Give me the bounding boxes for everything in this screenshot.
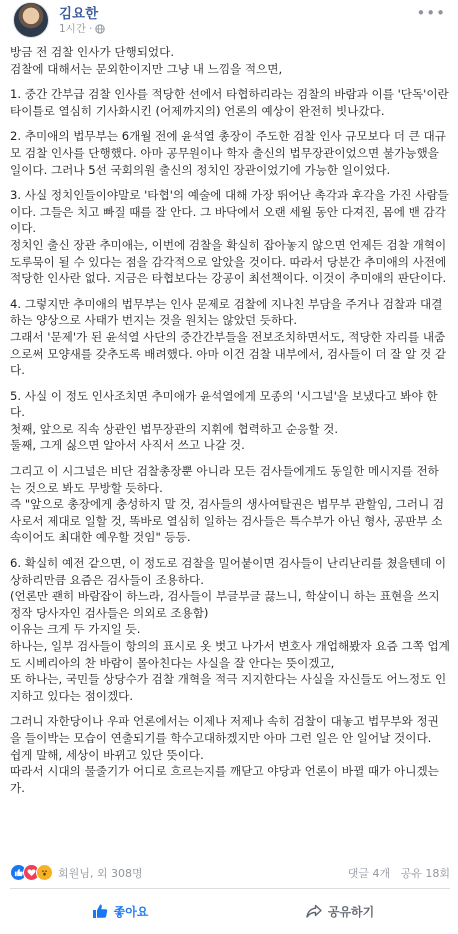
post-actions	[10, 894, 450, 928]
share-icon	[306, 903, 322, 919]
like-button[interactable]	[10, 894, 230, 928]
share-button-label: 공유하기	[327, 904, 375, 919]
post-content	[10, 44, 450, 805]
paragraph-signal: 그리고 이 시그널은 비단 검찰총장뿐 아니라 모든 검사들에게도 동일한 메시지를 전하는 것으로 봐도 무방할 듯하다. 즉 "앞으로 총장에게 충성하지 말 것, 검사들의 생사여탈권은 법무부 관할임, 그러니 검사로서 제대로 일할 것, 똑바로 열심히 일하는 검사들은 특수부가 아닌 형사, 공판부 소속이어도 최대한 예우할 것임" 등등.	[10, 464, 445, 545]
comments-shares-count	[348, 865, 450, 881]
post-header	[0, 0, 458, 40]
comments-count[interactable]: 댓글 4개	[347, 867, 391, 880]
shares-count[interactable]: 공유 18회	[400, 867, 450, 880]
paragraph-6: 6. 확실히 예전 같으면, 이 정도로 검찰을 밀어붙이면 검사들이 난리난리를 쳤을텐데 이상하리만큼 요즘은 검사들이 조용하다. (언론만 괜히 바람잡이 하느라, 검사들이 부글부글 끓느니, 학살이니 하는 표현을 쓰지 정작 당사자인 검사들은 의외로 조용함) 이유는 크게 두 가지일 듯. 하나는, 일부 검사들이 항의의 표시로 옷 벗고 나가서 변호사 개업해봤자 요즘 그쪽 업계도 시베리아의 찬 바람이 몰아친다는 사실을 잘 안다는 뜻이겠고, 또 하나는, 국민들 상당수가 검찰 개혁을 적극 지지한다는 사실을 자신들도 어느정도 인지하고 있다는 점이겠다.	[10, 556, 450, 703]
share-button[interactable]	[230, 894, 450, 928]
paragraph-4: 4. 그렇지만 추미애의 법무부는 인사 문제로 검찰에 지나친 부담을 주거나 검찰과 대결하는 양상으로 사태가 번지는 것을 원치는 않았던 듯하다. 그래서 '문제'가 된 윤석열 사단의 중간간부들을 전보조치하면서도, 적당한 자리를 내줌으로써 모양새를 갖추도록 배려했다. 아마 이건 검찰 내부에서, 검사들이 더 잘 알 것 같다.	[10, 296, 447, 378]
divider	[10, 888, 450, 889]
paragraph-5: 5. 사실 이 정도 인사조치면 추미애가 윤석열에게 모종의 '시그널'을 보냈다고 봐야 한다. 첫째, 앞으로 직속 상관인 법무장관의 지휘에 협력하고 순응할 것. 둘째, 그게 싫으면 알아서 사직서 쓰고 나갈 것.	[10, 388, 438, 453]
paragraph-intro: 방금 전 검찰 인사가 단행되었다. 검찰에 대해서는 문외한이지만 그냥 내 느낌을 적으면,	[10, 45, 283, 76]
avatar[interactable]	[13, 2, 49, 38]
paragraph-2: 2. 추미애의 법무부는 6개월 전에 윤석열 총장이 주도한 검찰 인사 규모보다 더 큰 대규모 검찰 인사를 단행했다. 아마 공무원이나 학자 출신의 법무장관이었으면 불가능했을 일이다. 그러나 5선 국회의원 출신의 정치인 장관이었기에 가능한 일이었다.	[10, 129, 446, 177]
post-stats	[10, 862, 450, 882]
reactions-label[interactable]: 회원님, 외 308명	[58, 867, 143, 880]
more-options-icon[interactable]: •••	[416, 4, 446, 22]
paragraph-conclusion: 그러니 자한당이나 우파 언론에서는 이제나 저제나 속히 검찰이 대놓고 법무부와 정권을 들이박는 모습이 연출되기를 학수고대하겠지만 아마 그런 일은 안 일어날 것이다. 쉽게 말해, 세상이 바뀌고 있단 뜻이다. 따라서 시대의 물줄기가 어디로 흐르는지를 깨닫고 야당과 언론이 바뀔 때가 아니겠는가.	[10, 714, 439, 795]
thumbs-up-icon	[92, 903, 108, 919]
paragraph-3: 3. 사실 정치인들이야말로 '타협'의 예술에 대해 가장 뛰어난 촉각과 후각을 가진 사람들이다. 그들은 치고 빠질 때를 잘 안다. 그 바닥에서 오랜 세월 동안 다져진, 몸에 밴 감각이다. 정치인 출신 장관 추미애는, 이번에 검찰을 확실히 잡아놓지 않으면 언제든 검찰 개혁이 도루묵이 될 수 있다는 점을 감각적으로 알았을 것이다. 따라서 당분간 추미애의 사전에 적당한 인사란 없다. 지금은 타협보다는 강공이 최선책이다. 이것이 추미애의 판단이다.	[10, 188, 449, 286]
post-time[interactable]: 1시간	[59, 23, 86, 35]
wow-reaction-icon	[36, 864, 53, 881]
like-button-label: 좋아요	[113, 904, 149, 919]
post-meta: 1시간 ·	[59, 21, 105, 36]
author-name[interactable]: 김요한	[59, 6, 99, 22]
globe-icon[interactable]	[95, 24, 105, 34]
paragraph-1: 1. 중간 간부급 검찰 인사를 적당한 선에서 타협하리라는 검찰의 바람과 이를 '단독'이란 타이틀로 열심히 기사화시킨 (어제까지의) 언론의 예상이 완전히 빗나갔다.	[10, 87, 449, 118]
reaction-icons[interactable]	[10, 864, 49, 881]
